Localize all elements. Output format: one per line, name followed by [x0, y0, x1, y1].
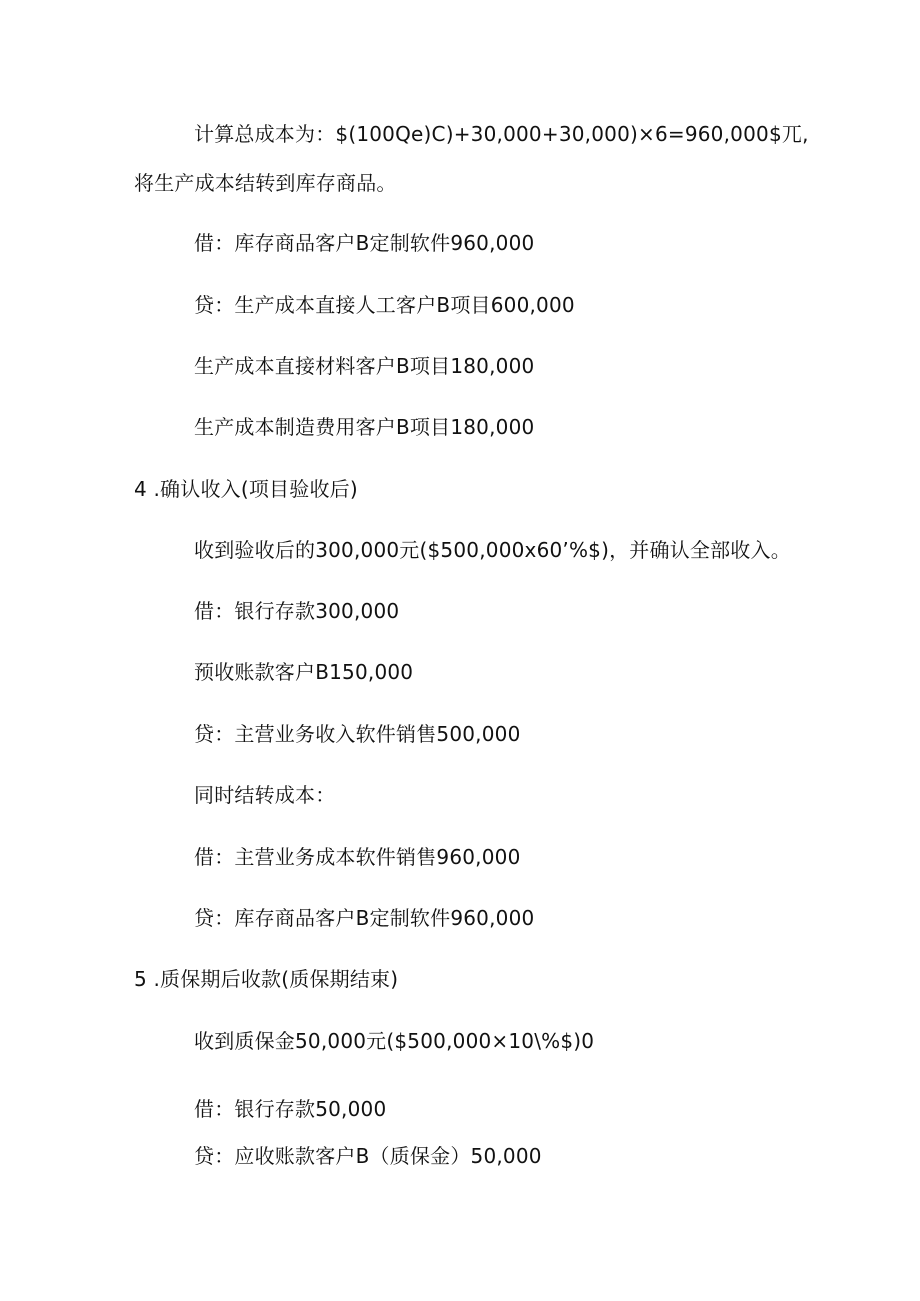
transfer-cost-text: 将生产成本结转到库存商品。 [134, 171, 397, 195]
section-heading-warranty-collection: 5 .质保期后收款(质保期结束) [134, 967, 399, 991]
entry-credit-direct-material: 生产成本直接材料客户B项目180,000 [194, 354, 535, 378]
entry-credit-accounts-receivable: 贷：应收账款客户B（质保金）50,000 [194, 1144, 542, 1168]
cost-transfer-label: 同时结转成本： [194, 783, 336, 807]
entry-credit-manufacturing-overhead: 生产成本制造费用客户B项目180,000 [194, 415, 535, 439]
entry-debit-advance-receipts: 预收账款客户B150,000 [194, 660, 414, 684]
entry-credit-direct-labor: 贷：生产成本直接人工客户B项目600,000 [194, 293, 575, 317]
entry-debit-bank-deposit: 借：银行存款300,000 [194, 599, 400, 623]
revenue-receipt-text: 收到验收后的300,000元($500,000x60’%$)，并确认全部收入。 [194, 538, 791, 562]
entry-debit-main-cost: 借：主营业务成本软件销售960,000 [194, 845, 521, 869]
total-cost-formula: 计算总成本为：$(100Qe)C)+30,000+30,000)×6=960,000$兀, [194, 122, 809, 146]
entry-credit-inventory: 贷：库存商品客户B定制软件960,000 [194, 906, 535, 930]
entry-debit-bank-deposit-warranty: 借：银行存款50,000 [194, 1097, 387, 1121]
entry-credit-main-revenue: 贷：主营业务收入软件销售500,000 [194, 722, 521, 746]
warranty-receipt-text: 收到质保金50,000元($500,000×10\%$)0 [194, 1029, 595, 1053]
entry-debit-inventory: 借：库存商品客户B定制软件960,000 [194, 231, 535, 255]
section-heading-revenue-recognition: 4 .确认收入(项目验收后) [134, 477, 358, 501]
